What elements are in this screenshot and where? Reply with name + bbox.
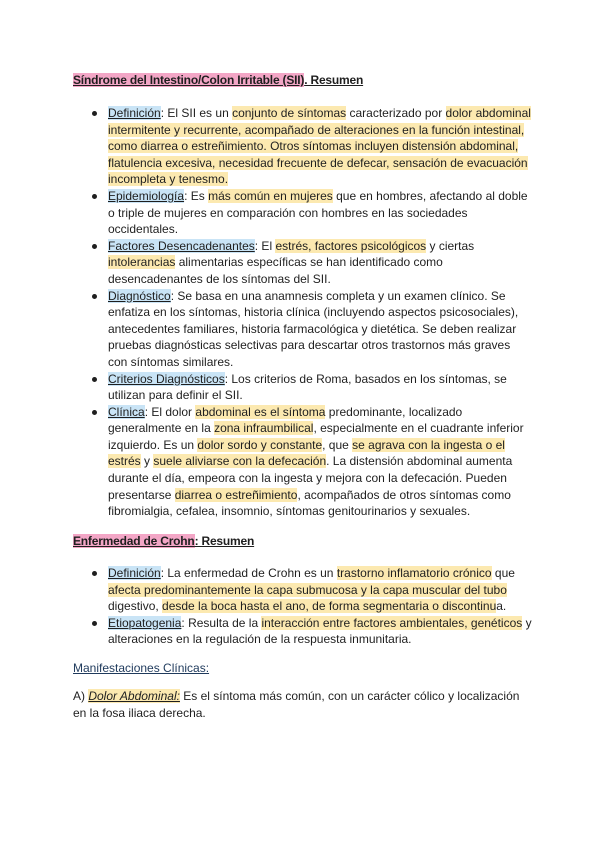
item-text: : Se basa en una anamnesis completa y un examen clínico. Se enfatiza en los síntomas, historia clínica (incluyendo aspectos psicosociales), antecedentes familiares, historia farmacológica y dietética. Se deben realizar pruebas diagnósticas selectivas para descartar otros trastornos más graves con síntomas similares. <box>108 288 519 369</box>
sii-list-item <box>92 105 532 188</box>
manifestaciones-heading: Manifestaciones Clínicas: <box>73 661 210 675</box>
item-text: caracterizado por <box>346 106 446 120</box>
item-text: : Los criterios de Roma, basados en los síntomas, se utilizan para definir el SII. <box>108 371 507 403</box>
item-text: predominante, localizado generalmente en la <box>108 404 463 436</box>
bullet-icon <box>92 571 97 576</box>
sii-item-term: Clínica <box>108 404 145 419</box>
crohn-list-item <box>92 565 532 615</box>
highlighted-text: desde la boca hasta el ano, de forma segmentaria o discontinu <box>162 599 497 614</box>
sii-title: Síndrome del Intestino/Colon Irritable (SII) <box>73 73 305 87</box>
item-text: . La distensión abdominal aumenta durante el día, empeora con la ingesta y mejora con la defecación. Pueden presentarse <box>108 454 513 502</box>
item-text: : Es <box>184 188 209 203</box>
highlighted-text: afecta predominantemente la capa submucosa y la capa muscular del tubo <box>108 582 507 597</box>
sii-list-item <box>92 188 532 238</box>
item-text: y alteraciones en la regulación de la respuesta inmunitaria. <box>108 615 532 647</box>
crohn-item-term: Etiopatogenia <box>108 615 182 630</box>
highlighted-text: dolor sordo y constante <box>197 437 323 452</box>
highlighted-text: abdominal es el síntoma <box>195 404 326 419</box>
item-text: : El dolor <box>144 404 196 419</box>
bullet-icon <box>92 294 97 299</box>
highlighted-text: conjunto de síntomas <box>232 106 347 120</box>
sii-list-item <box>92 238 532 288</box>
sii-item-term: Criterios Diagnósticos <box>108 371 225 386</box>
item-text: alimentarias específicas se han identificado como desencadenantes de los síntomas del SII. <box>108 255 443 286</box>
manifestacion-prefix: A) <box>73 689 89 703</box>
sii-item-term: Definición <box>108 106 161 120</box>
sii-list <box>92 105 532 520</box>
crohn-heading <box>73 533 254 550</box>
bullet-icon <box>92 377 97 382</box>
bullet-icon <box>92 194 97 199</box>
bullet-icon <box>92 111 97 116</box>
item-text: , acompañados de otros síntomas como fibromialgia, cefalea, insomnio, síntomas genitourinarios y sexuales. <box>108 487 511 519</box>
item-text: : El SII es un <box>160 106 233 120</box>
item-text: y ciertas <box>426 238 475 253</box>
crohn-title-suffix: : Resumen <box>194 534 255 548</box>
item-text: que <box>491 566 515 580</box>
highlighted-text: se agrava con la ingesta o el estrés <box>108 437 505 469</box>
bullet-icon <box>92 621 97 626</box>
item-text: : La enfermedad de Crohn es un <box>160 566 337 580</box>
item-text: : El <box>254 238 276 253</box>
crohn-item-term: Definición <box>108 566 161 580</box>
sii-list-item <box>92 404 532 520</box>
item-text: : Resulta de la <box>181 615 262 630</box>
sii-item-term: Factores Desencadenantes <box>108 238 255 253</box>
crohn-list-item <box>92 615 532 648</box>
sii-item-term: Epidemiología <box>108 188 185 203</box>
highlighted-text: trastorno inflamatorio crónico <box>336 566 492 580</box>
manifestacion-term: Dolor Abdominal: <box>88 689 180 703</box>
highlighted-text: diarrea o estreñimiento <box>174 487 298 502</box>
highlighted-text: dolor abdominal intermitente y recurrente, acompañado de alteraciones en la función intestinal, como diarrea o estreñimiento. Otros síntomas incluyen distensión abdominal, flatulencia excesiva, necesidad frecuente de defecar, sensación de evacuación incompleta y tenesmo. <box>108 106 531 187</box>
sii-heading <box>73 72 363 89</box>
highlighted-text: interacción entre factores ambientales, genéticos <box>261 615 523 630</box>
item-text: a. <box>496 599 507 614</box>
sii-item-term: Diagnóstico <box>108 288 171 303</box>
highlighted-text: más común en mujeres <box>208 188 333 203</box>
sii-title-suffix: . Resumen <box>304 73 364 87</box>
crohn-list <box>92 565 532 648</box>
item-text: digestivo, <box>108 599 163 614</box>
highlighted-text: zona infraumbilical <box>214 421 314 436</box>
sii-list-item <box>92 288 532 371</box>
bullet-icon <box>92 244 97 249</box>
highlighted-text: intolerancias <box>108 255 176 270</box>
item-text: y <box>140 454 154 469</box>
sii-list-item <box>92 371 532 404</box>
highlighted-text: suele aliviarse con la defecación <box>153 454 327 469</box>
item-text: , especialmente en el cuadrante inferior izquierdo. Es un <box>108 421 524 452</box>
bullet-icon <box>92 410 97 415</box>
manifestacion-paragraph <box>73 688 533 721</box>
crohn-title: Enfermedad de Crohn <box>73 534 195 548</box>
highlighted-text: estrés, factores psicológicos <box>275 238 427 253</box>
manifestacion-text: Es el síntoma más común, con un carácter cólico y localización en la fosa iliaca derecha. <box>73 689 520 720</box>
item-text: que en hombres, afectando al doble o triple de mujeres en comparación con hombres en las sociedades occidentales. <box>108 188 528 237</box>
item-text: , que <box>322 437 353 452</box>
